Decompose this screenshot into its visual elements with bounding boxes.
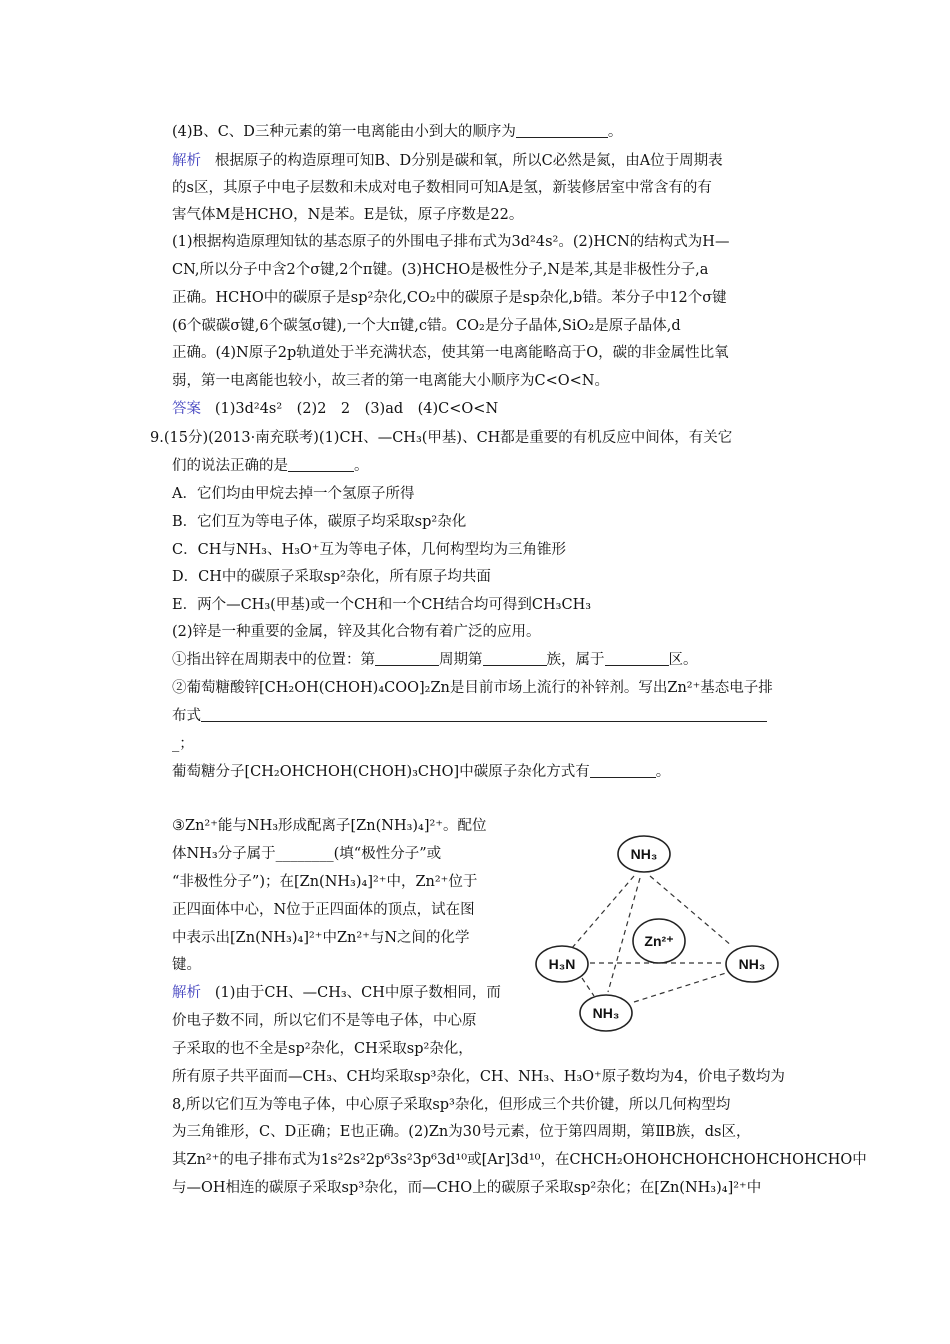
analysis2-line-2: 价电子数不同，所以它们不是等电子体，中心原	[172, 1013, 477, 1029]
analysis2-line-6: 为三角锥形，C、D正确；E也正确。(2)Zn为30号元素，位于第四周期，第ⅡB族，ds区，	[172, 1124, 751, 1140]
q9-2-2-config-line: 布式	[172, 706, 767, 726]
edge-top-left	[572, 876, 634, 948]
q9-2-3-line-3: “非极性分子”)；在[Zn(NH₃)₄]²⁺中，Zn²⁺位于	[172, 874, 478, 890]
analysis-line-3: 害气体M是HCHO，N是苯。E是钛，原子序数是22。	[172, 207, 524, 223]
q4-text: (4)B、C、D三种元素的第一电离能由小到大的顺序为	[172, 124, 516, 140]
q9-2-3-line-6: 键。	[172, 957, 201, 973]
analysis2-label: 解析	[172, 985, 201, 1001]
analysis-p2-line-5: 正确。(4)N原子2p轨道处于半充满状态，使其第一电离能略高于O，碳的非金属性比氧	[172, 345, 729, 361]
tetrahedron-diagram	[526, 828, 786, 1038]
q9-heading-2: 们的说法正确的是 。	[172, 458, 369, 474]
analysis-line-2: 的s区，其原子中电子层数和未成对电子数相同可知A是氢，新装修居室中常含有的有	[172, 180, 712, 196]
analysis-line-1: 解析 根据原子的构造原理可知B、D分别是碳和氧，所以C必然是氮，由A位于周期表	[172, 153, 723, 169]
q4-blank[interactable]	[516, 123, 608, 138]
analysis-p2-line-4: (6个碳碳σ键,6个碳氢σ键),一个大π键,c错。CO₂是分子晶体,SiO₂是原子晶体,d	[172, 318, 681, 334]
analysis2-line-8: 与—OH相连的碳原子采取sp³杂化，而—CHO上的碳原子采取sp²杂化；在[Zn(NH₃)₄]²⁺中	[172, 1180, 762, 1196]
config-blank[interactable]	[201, 707, 767, 722]
q9-2-intro: (2)锌是一种重要的金属，锌及其化合物有着广泛的应用。	[172, 624, 541, 640]
answer-label: 答案	[172, 401, 201, 417]
analysis-p2-line-6: 弱，第一电离能也较小，故三者的第一电离能大小顺序为C<O<N。	[172, 373, 609, 389]
q9-2-2-glucose-line: 葡萄糖分子[CH₂OHCHOH(CHOH)₃CHO]中碳原子杂化方式有 。	[172, 764, 671, 780]
analysis-p2-line-2: CN,所以分子中含2个σ键,2个π键。(3)HCHO是极性分子,N是苯,其是非极性分子,a	[172, 262, 709, 278]
edge-left-bottom	[582, 978, 594, 996]
analysis2-line-4: 所有原子共平面而—CH₃、CH均采取sp³杂化，CH、NH₃、H₃O⁺原子数均为4，价电子数均为	[172, 1069, 785, 1085]
option-b: B．它们互为等电子体，碳原子均采取sp²杂化	[172, 514, 467, 530]
option-e: E．两个—CH₃(甲基)或一个CH和一个CH结合均可得到CH₃CH₃	[172, 597, 592, 613]
q9-2-3-line-5: 中表示出[Zn(NH₃)₄]²⁺中Zn²⁺与N之间的化学	[172, 930, 470, 946]
q9-2-2-line: ②葡萄糖酸锌[CH₂OH(CHOH)₄COO]₂Zn是目前市场上流行的补锌剂。写出Zn²⁺基态电子排	[172, 680, 773, 696]
block-blank[interactable]	[605, 651, 669, 666]
ligand-top-label: NH₃	[630, 846, 658, 862]
group-blank[interactable]	[483, 651, 547, 666]
q9-2-3-line-4: 正四面体中心，N位于正四面体的顶点，试在图	[172, 902, 475, 918]
edge-bottom-right	[634, 973, 726, 1002]
option-d: D．CH中的碳原子采取sp²杂化，所有原子均共面	[172, 569, 491, 585]
q4-line: (4)B、C、D三种元素的第一电离能由小到大的顺序为 。	[172, 124, 623, 140]
q9-heading: 9.(15分)(2013·南充联考)(1)CH、—CH₃(甲基)、CH都是重要的有机反应中间体，有关它	[150, 430, 733, 446]
ligand-right-label: NH₃	[738, 956, 766, 972]
ligand-bottom-label: NH₃	[592, 1005, 620, 1021]
analysis2-line-1: 解析 (1)由于CH、—CH₃、CH中原子数相同，而	[172, 985, 501, 1001]
q9-2-1-line: ①指出锌在周期表中的位置：第 周期第 族，属于 区。	[172, 652, 698, 668]
analysis-label: 解析	[172, 153, 201, 169]
q9-2-3-line-1: ③Zn²⁺能与NH₃形成配离子[Zn(NH₃)₄]²⁺。配位	[172, 818, 487, 834]
analysis2-line-5: 8,所以它们互为等电子体，中心原子采取sp³杂化，但形成三个共价键，所以几何构型均	[172, 1097, 731, 1113]
analysis-p2-line-1: (1)根据构造原理知钛的基态原子的外围电子排布式为3d²4s²。(2)HCN的结构式为H—	[172, 234, 730, 250]
zinc-center-label: Zn²⁺	[644, 933, 674, 949]
analysis-p2-line-3: 正确。HCHO中的碳原子是sp²杂化,CO₂中的碳原子是sp杂化,b错。苯分子中12个σ键	[172, 290, 727, 306]
option-c: C．CH与NH₃、H₃O⁺互为等电子体，几何构型均为三角锥形	[172, 542, 566, 558]
answer-line: 答案 (1)3d²4s² (2)2 2 (3)ad (4)C<O<N	[172, 401, 499, 417]
analysis2-line-7: 其Zn²⁺的电子排布式为1s²2s²2p⁶3s²3p⁶3d¹⁰或[Ar]3d¹⁰，在CHCH₂OHOHCHOHCHOHCHOHCHO中	[172, 1152, 867, 1168]
q9-1-blank[interactable]	[288, 457, 354, 472]
hybrid-blank[interactable]	[590, 763, 656, 778]
ligand-left-label: H₃N	[548, 956, 576, 972]
option-a: A．它们均由甲烷去掉一个氢原子所得	[172, 486, 415, 502]
q9-2-2-end: _；	[172, 736, 194, 752]
q9-2-3-line-2: 体NH₃分子属于________(填“极性分子”或	[172, 846, 442, 862]
period-blank[interactable]	[375, 651, 439, 666]
analysis2-line-3: 子采取的也不全是sp²杂化，CH采取sp²杂化，	[172, 1041, 473, 1057]
